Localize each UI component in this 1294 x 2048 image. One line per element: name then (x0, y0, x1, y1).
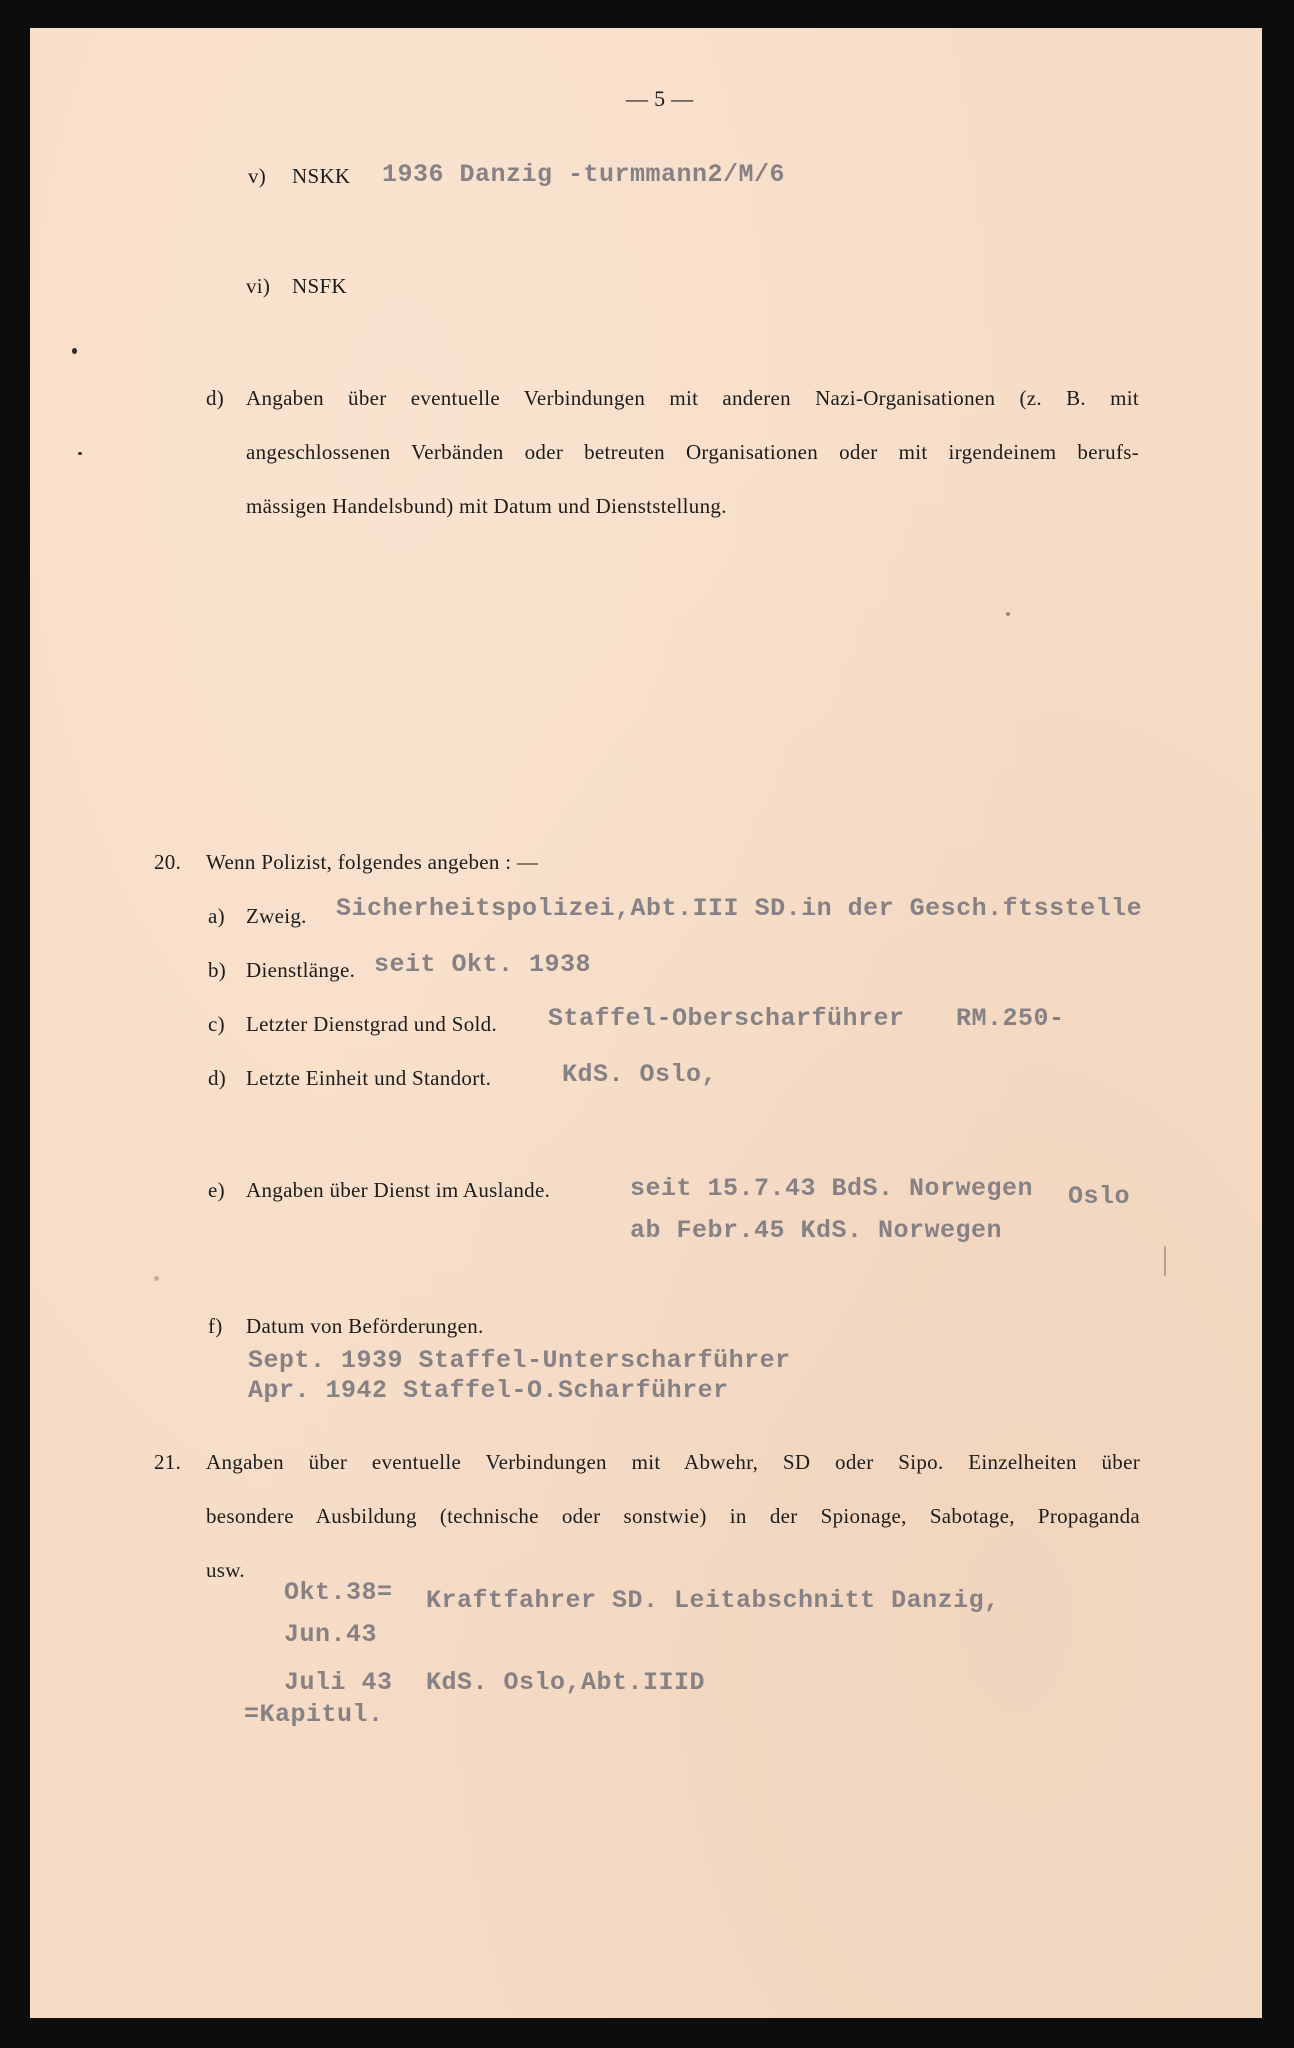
question-21-line3: usw. (206, 1558, 245, 1582)
paper-speck (1164, 1246, 1166, 1276)
question-21-line1: Angaben über eventuelle Verbindungen mit Abwehr, SD oder Sipo. Einzelheiten über (206, 1450, 1140, 1474)
paper-speck (72, 348, 77, 354)
item-d-line2: angeschlossenen Verbänden oder betreuten Organisationen oder mit irgendeinem berufs- (246, 440, 1139, 464)
paper-speck (1006, 612, 1010, 616)
q20-f-typed-line2: Apr. 1942 Staffel-O.Scharführer (248, 1376, 729, 1405)
paper-speck (78, 452, 82, 455)
q20-b-label: Dienstlänge. (246, 958, 356, 982)
paper-speck (154, 1276, 159, 1281)
q20-f-marker: f) (208, 1314, 223, 1338)
item-d-line1: Angaben über eventuelle Verbindungen mit anderen Nazi-Organisationen (z. B. mit (246, 386, 1139, 410)
q20-e-label: Angaben über Dienst im Auslande. (246, 1178, 551, 1202)
q21-typed-date3: Juli 43 (284, 1668, 393, 1697)
q20-c-typed-pay: RM.250- (956, 1004, 1065, 1033)
q20-e-typed-line1-city: Oslo (1068, 1182, 1131, 1211)
item-v-label: NSKK (292, 164, 351, 188)
q20-b-typed-entry: seit Okt. 1938 (374, 950, 592, 979)
q20-d-typed-entry: KdS. Oslo, (562, 1060, 718, 1089)
q20-c-label: Letzter Dienstgrad und Sold. (246, 1012, 498, 1036)
q20-b-marker: b) (208, 958, 227, 982)
question-20-number: 20. (154, 850, 182, 874)
q20-f-typed-line1: Sept. 1939 Staffel-Unterscharführer (248, 1346, 791, 1375)
question-21-line2: besondere Ausbildung (technische oder sonstwie) in der Spionage, Sabotage, Propaganda (206, 1504, 1140, 1528)
q21-typed-entry2: KdS. Oslo,Abt.IIID (426, 1668, 706, 1697)
q21-typed-date1: Okt.38= (284, 1578, 393, 1607)
q20-e-marker: e) (208, 1178, 225, 1202)
document-page (30, 28, 1262, 2018)
item-vi-marker: vi) (246, 274, 271, 298)
q20-f-label: Datum von Beförderungen. (246, 1314, 484, 1338)
q20-e-typed-line1: seit 15.7.43 BdS. Norwegen (630, 1174, 1034, 1203)
question-20-heading: Wenn Polizist, folgendes angeben : — (206, 850, 539, 874)
q20-d-label: Letzte Einheit und Standort. (246, 1066, 492, 1090)
q21-typed-date2: Jun.43 (284, 1620, 378, 1649)
question-21-number: 21. (154, 1450, 182, 1474)
page-number: — 5 — (626, 86, 694, 111)
q21-typed-entry1: Kraftfahrer SD. Leitabschnitt Danzig, (426, 1586, 1000, 1615)
item-d-marker: d) (206, 386, 225, 410)
q20-c-typed-entry: Staffel-Oberscharführer (548, 1004, 905, 1033)
q21-typed-entry3: =Kapitul. (244, 1700, 384, 1729)
item-d-line3: mässigen Handelsbund) mit Datum und Dienststellung. (246, 494, 727, 518)
q20-a-label: Zweig. (246, 904, 307, 928)
q20-a-typed-entry: Sicherheitspolizei,Abt.III SD.in der Gesch.ftsstelle (336, 894, 1143, 923)
q20-c-marker: c) (208, 1012, 225, 1036)
item-v-typed-entry: 1936 Danzig -turmmann2/M/6 (382, 160, 786, 189)
q20-d-marker: d) (208, 1066, 227, 1090)
item-vi-label: NSFK (292, 274, 347, 298)
q20-a-marker: a) (208, 904, 225, 928)
item-v-marker: v) (248, 164, 267, 188)
q20-e-typed-line2: ab Febr.45 KdS. Norwegen (630, 1216, 1003, 1245)
